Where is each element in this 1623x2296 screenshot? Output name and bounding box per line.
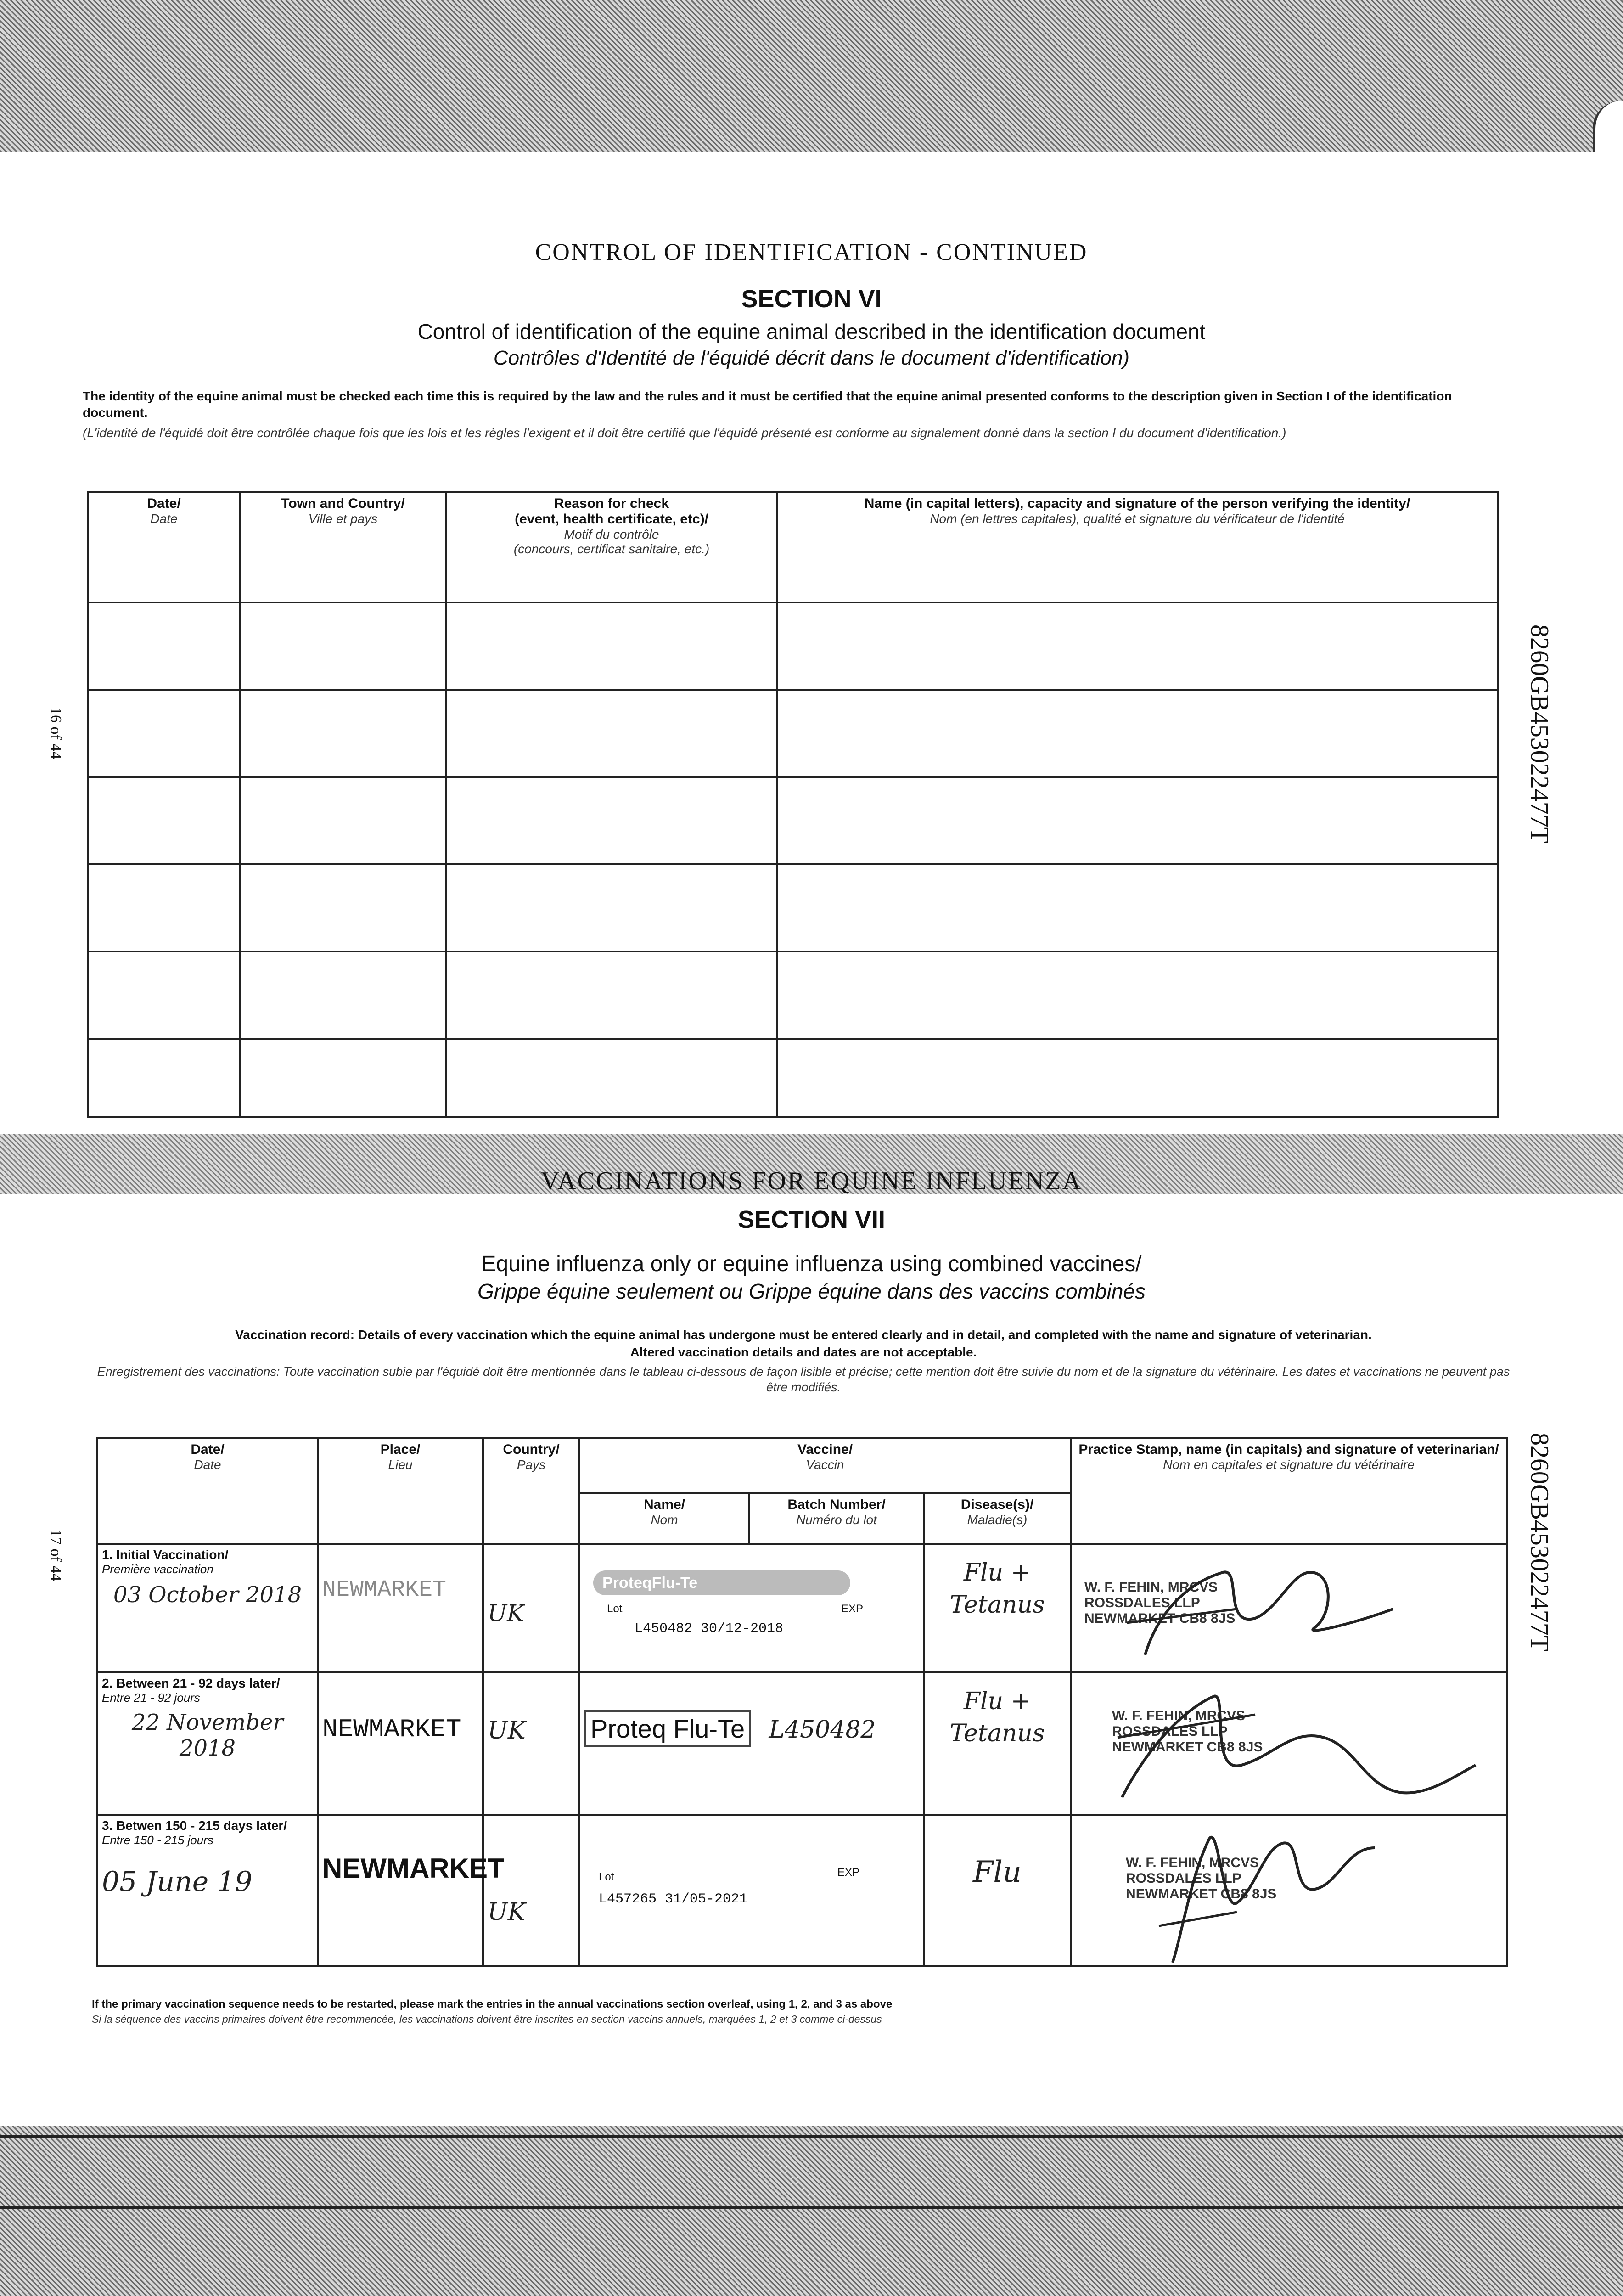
table-cell <box>446 951 777 1039</box>
row1-date-cell <box>97 1544 318 1672</box>
table-cell <box>240 1039 446 1117</box>
row2-vaccine-batch-cell <box>579 1672 924 1815</box>
row2-stamp-name: W. F. FEHIN, MRCVS <box>1112 1708 1246 1723</box>
col-name-fr: Nom (en lettres capitales), qualité et signature du vérificateur de l'identité <box>930 512 1345 526</box>
row1-stamp-address: NEWMARKET CB8 8JS <box>1084 1611 1236 1626</box>
section-vi-intro-fr: (L'identité de l'équidé doit être contrôlée chaque fois que les lois et les règles l'exigent et il doit être certifié que l'équidé présenté est conforme au signalement donné dans la section I du document d'identification.) <box>83 426 1286 440</box>
row2-country-cell <box>483 1672 579 1815</box>
vaccination-record-fr: Enregistrement des vaccinations: Toute vaccination subie par l'équidé doit être mentionnée dans le tableau ci-dessous de façon lisible et précise; cette mention doit être suivie du nom et de la signature du vétérinaire. Les dates et vaccinations ne peuvent pas être modifiés. <box>97 1365 1510 1394</box>
table-cell <box>446 864 777 951</box>
row3-batch: L457265 31/05-2021 <box>599 1891 748 1907</box>
vax-col-batch <box>749 1493 924 1544</box>
vaccination-header-row <box>97 1438 1507 1493</box>
vaccination-record-en2: Altered vaccination details and dates are not acceptable. <box>630 1345 977 1359</box>
table-cell <box>240 777 446 864</box>
table-cell <box>777 864 1498 951</box>
row3-country-cell <box>483 1815 579 1966</box>
row1-country: UK <box>488 1600 524 1626</box>
row1-place-cell <box>318 1544 483 1672</box>
row1-stamp-name: W. F. FEHIN, MRCVS <box>1084 1580 1218 1595</box>
section-vi-subtitle-fr: Contrôles d'Identité de l'équidé décrit dans le document d'identification) <box>493 347 1130 369</box>
vax-disease-en: Disease(s)/ <box>960 1497 1034 1512</box>
row1-vaccine-name: ProteqFlu-Te <box>593 1570 850 1595</box>
vaccination-row-1 <box>97 1544 1507 1672</box>
row1-stamp-practice: ROSSDALES LLP <box>1084 1595 1200 1610</box>
identification-control-table <box>87 491 1499 1118</box>
row3-country: UK <box>488 1898 526 1926</box>
vax-col-disease <box>924 1493 1071 1544</box>
col-date-fr: Date <box>150 512 178 526</box>
table-row <box>88 951 1498 1039</box>
table-cell <box>777 777 1498 864</box>
row2-batch: L450482 <box>769 1716 876 1744</box>
row1-vaccine-sticker <box>584 1566 919 1621</box>
vax-vaccine-en: Vaccine/ <box>797 1442 853 1457</box>
row3-place-cell <box>318 1815 505 1966</box>
page-curl <box>1593 101 1623 152</box>
scan-line <box>0 2135 1623 2138</box>
row3-stamp-cell <box>1071 1815 1507 1966</box>
vax-col-vaccine <box>579 1438 1071 1493</box>
row2-disease: Flu + Tetanus <box>949 1688 1045 1747</box>
passport-number-top: 8260GB453022477T <box>1525 625 1554 843</box>
vax-stamp-en: Practice Stamp, name (in capitals) and signature of veterinarian/ <box>1078 1442 1499 1457</box>
row1-exp-label: EXP <box>841 1603 864 1615</box>
vax-name-fr: Nom <box>651 1513 678 1527</box>
col-date-en: Date/ <box>147 496 181 511</box>
vaccination-title: VACCINATIONS FOR EQUINE INFLUENZA <box>540 1167 1083 1195</box>
table-cell <box>88 777 240 864</box>
table-cell <box>240 602 446 690</box>
row2-stamp-address: NEWMARKET CB8 8JS <box>1112 1739 1263 1755</box>
vax-place-en: Place/ <box>380 1442 421 1457</box>
table-cell <box>88 1039 240 1117</box>
vaccination-table <box>96 1437 1508 1967</box>
section-vi-subtitle-en: Control of identification of the equine animal described in the identification document <box>417 320 1206 343</box>
row2-signature <box>1108 1683 1485 1811</box>
row3-place: NEWMARKET <box>322 1853 505 1884</box>
col-date-header <box>88 492 240 602</box>
vax-col-country <box>483 1438 579 1544</box>
row1-lot-label: Lot <box>607 1603 623 1615</box>
table-row <box>88 1039 1498 1117</box>
page-number-top: 16 of 44 <box>47 707 64 760</box>
row1-batch: L450482 30/12-2018 <box>635 1621 784 1637</box>
row3-date-cell <box>97 1815 318 1966</box>
table-header-row <box>88 492 1498 602</box>
table-row <box>88 602 1498 690</box>
footnote-fr: Si la séquence des vaccins primaires doivent être recommencée, les vaccinations doivent être inscrites en section vaccins annuels, marquées 1, 2 et 3 comme ci-dessus <box>92 2013 882 2025</box>
vaccination-row-2 <box>97 1672 1507 1815</box>
col-reason-en2: (event, health certificate, etc)/ <box>515 512 708 527</box>
row3-stamp-address: NEWMARKET CB8 8JS <box>1126 1886 1277 1902</box>
table-cell <box>88 690 240 777</box>
row1-country-cell <box>483 1544 579 1672</box>
col-name-header <box>777 492 1498 602</box>
col-reason-fr2: (concours, certificat sanitaire, etc.) <box>513 542 710 556</box>
table-cell <box>446 1039 777 1117</box>
col-name-en: Name (in capital letters), capacity and signature of the person verifying the identity/ <box>864 496 1410 511</box>
table-cell <box>446 777 777 864</box>
vax-country-en: Country/ <box>503 1442 560 1457</box>
row2-stamp-cell <box>1071 1672 1507 1815</box>
vax-place-fr: Lieu <box>388 1458 413 1472</box>
table-row <box>88 864 1498 951</box>
table-cell <box>240 690 446 777</box>
row3-signature <box>1099 1820 1439 1967</box>
row2-place: NEWMARKET <box>322 1715 461 1744</box>
table-cell <box>777 602 1498 690</box>
vax-batch-en: Batch Number/ <box>787 1497 886 1512</box>
vax-date-fr: Date <box>194 1458 221 1472</box>
vax-date-en: Date/ <box>191 1442 225 1457</box>
table-cell <box>777 951 1498 1039</box>
table-cell <box>88 951 240 1039</box>
row3-exp-label: EXP <box>837 1866 860 1879</box>
table-cell <box>88 602 240 690</box>
vax-country-fr: Pays <box>517 1458 546 1472</box>
vax-disease-fr: Maladie(s) <box>967 1513 1028 1527</box>
col-reason-header <box>446 492 777 602</box>
vax-vaccine-fr: Vaccin <box>806 1458 844 1472</box>
section-vii-label: SECTION VII <box>737 1206 886 1233</box>
row2-label-en: 2. Between 21 - 92 days later/ <box>102 1676 280 1690</box>
row2-country: UK <box>488 1717 526 1745</box>
row2-vaccine-name: Proteq Flu-Te <box>584 1710 751 1747</box>
vaccination-row-3 <box>97 1815 1507 1966</box>
row2-label-fr: Entre 21 - 92 jours <box>102 1691 200 1705</box>
row1-place: NEWMARKET <box>322 1577 447 1603</box>
table-row <box>88 690 1498 777</box>
col-reason-en: Reason for check <box>554 496 669 511</box>
table-cell <box>88 864 240 951</box>
row1-disease: Flu + Tetanus <box>949 1559 1045 1619</box>
row1-stamp-cell <box>1071 1544 1507 1672</box>
vax-stamp-fr: Nom en capitales et signature du vétérinaire <box>1163 1458 1415 1472</box>
col-town-fr: Ville et pays <box>308 512 378 526</box>
section-vi-intro-en: The identity of the equine animal must be checked each time this is required by the law and the rules and it must be certified that the equine animal presented conforms to the description given in Section I of the identification document. <box>83 389 1452 420</box>
row3-stamp-practice: ROSSDALES LLP <box>1126 1871 1241 1886</box>
row1-vaccine-batch-cell <box>579 1544 924 1672</box>
row2-disease-cell <box>924 1672 1071 1815</box>
vaccination-record-en: Vaccination record: Details of every vaccination which the equine animal has undergone must be entered clearly and in detail, and completed with the name and signature of veterinarian. <box>235 1328 1372 1342</box>
vax-col-place <box>318 1438 483 1544</box>
col-town-header <box>240 492 446 602</box>
row2-place-cell <box>318 1672 483 1815</box>
page-number-bottom: 17 of 44 <box>47 1529 64 1581</box>
row3-lot-label: Lot <box>599 1871 614 1883</box>
table-row <box>88 777 1498 864</box>
row1-signature <box>1118 1554 1448 1669</box>
row1-label-en: 1. Initial Vaccination/ <box>102 1548 229 1562</box>
row3-label-fr: Entre 150 - 215 jours <box>102 1833 213 1847</box>
row2-date-handwritten: 22 November 2018 <box>131 1710 284 1761</box>
scan-line <box>0 2206 1623 2209</box>
row1-date-handwritten: 03 October 2018 <box>113 1582 302 1608</box>
row3-vaccine-batch-cell <box>579 1815 924 1966</box>
top-scan-band <box>0 0 1623 152</box>
vax-col-date <box>97 1438 318 1544</box>
row3-disease-cell <box>924 1815 1071 1966</box>
vax-name-en: Name/ <box>643 1497 685 1512</box>
vax-col-stamp <box>1071 1438 1507 1544</box>
continued-title: CONTROL OF IDENTIFICATION - CONTINUED <box>535 239 1088 265</box>
row2-stamp-practice: ROSSDALES LLP <box>1112 1724 1228 1739</box>
row1-disease-cell <box>924 1544 1071 1672</box>
row3-label-en: 3. Betwen 150 - 215 days later/ <box>102 1818 287 1833</box>
table-cell <box>240 951 446 1039</box>
section-vii-subtitle-en: Equine influenza only or equine influenza using combined vaccines/ <box>481 1252 1142 1276</box>
row3-stamp-name: W. F. FEHIN, MRCVS <box>1126 1855 1259 1870</box>
section-vii-subtitle-fr: Grippe équine seulement ou Grippe équine dans des vaccins combinés <box>477 1279 1146 1303</box>
footnote-en: If the primary vaccination sequence needs to be restarted, please mark the entries in the annual vaccinations section overleaf, using 1, 2, and 3 as above <box>92 1998 893 2010</box>
row3-date-handwritten: 05 June 19 <box>102 1866 253 1898</box>
table-cell <box>777 690 1498 777</box>
table-cell <box>240 864 446 951</box>
passport-number-bottom: 8260GB453022477T <box>1525 1433 1554 1651</box>
table-cell <box>777 1039 1498 1117</box>
vax-batch-fr: Numéro du lot <box>796 1513 877 1527</box>
vax-col-name <box>579 1493 749 1544</box>
section-vi-label: SECTION VI <box>741 285 882 313</box>
row2-date-cell <box>97 1672 318 1815</box>
bottom-scan-band <box>0 2126 1623 2296</box>
col-reason-fr: Motif du contrôle <box>564 527 659 541</box>
table-cell <box>446 690 777 777</box>
row3-disease: Flu <box>972 1855 1022 1889</box>
row1-label-fr: Première vaccination <box>102 1562 213 1576</box>
table-cell <box>446 602 777 690</box>
col-town-en: Town and Country/ <box>281 496 405 511</box>
